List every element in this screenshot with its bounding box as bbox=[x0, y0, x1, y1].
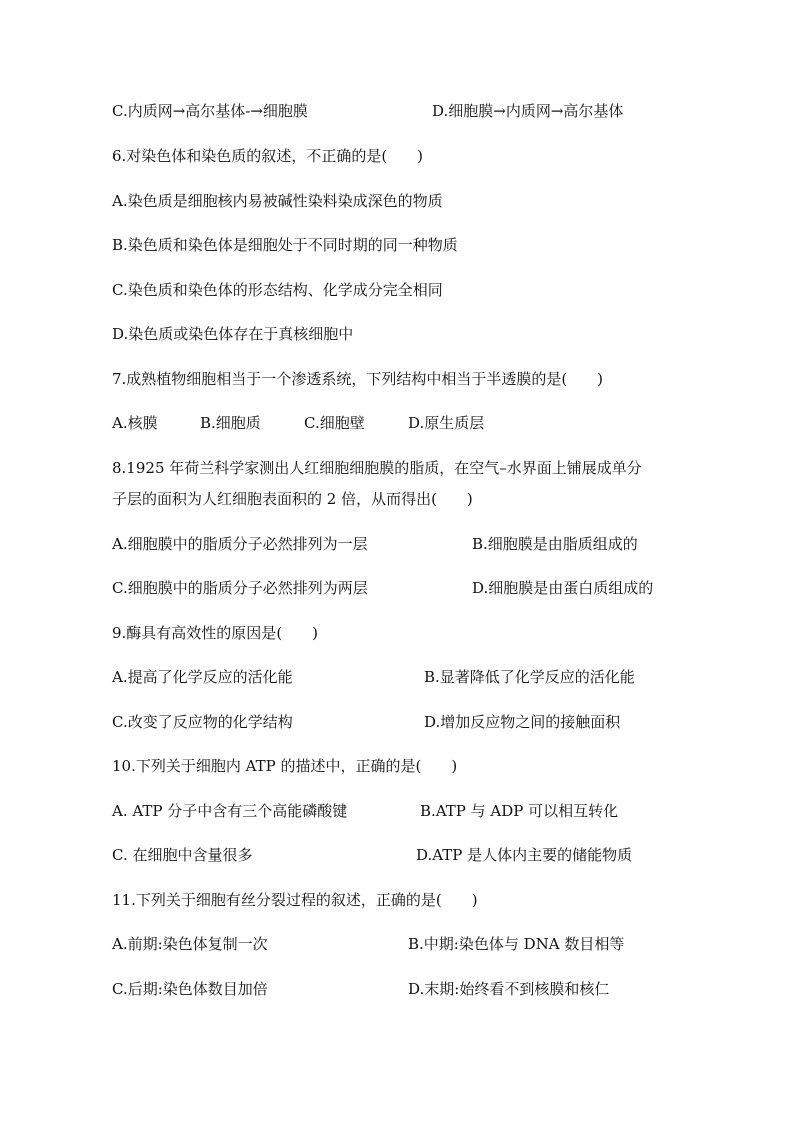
option-11b: B.中期:染色体与 DNA 数目相等 bbox=[408, 935, 625, 953]
option-8d: D.细胞膜是由蛋白质组成的 bbox=[472, 579, 654, 597]
option-9b: B.显著降低了化学反应的活化能 bbox=[424, 668, 635, 686]
option-5c: C.内质网→高尔基体-→细胞膜 bbox=[112, 102, 308, 120]
option-10c: C. 在细胞中含量很多 bbox=[112, 846, 253, 864]
option-10d: D.ATP 是人体内主要的储能物质 bbox=[416, 846, 633, 864]
option-7b: B.细胞质 bbox=[200, 414, 261, 432]
option-8b: B.细胞膜是由脂质组成的 bbox=[472, 535, 638, 553]
option-7a: A.核膜 bbox=[112, 414, 158, 432]
option-6d: D.染色质或染色体存在于真核细胞中 bbox=[112, 325, 354, 343]
question-7: 7.成熟植物细胞相当于一个渗透系统，下列结构中相当于半透膜的是( ) bbox=[112, 370, 604, 388]
option-6b: B.染色质和染色体是细胞处于不同时期的同一种物质 bbox=[112, 236, 458, 254]
option-9a: A.提高了化学反应的活化能 bbox=[112, 668, 293, 686]
option-8a: A.细胞膜中的脂质分子必然排列为一层 bbox=[112, 535, 368, 553]
question-9: 9.酶具有高效性的原因是( ) bbox=[112, 624, 319, 642]
question-11: 11.下列关于细胞有丝分裂过程的叙述，正确的是( ) bbox=[112, 891, 478, 909]
option-5d: D.细胞膜→内质网→高尔基体 bbox=[432, 102, 624, 120]
option-9c: C.改变了反应物的化学结构 bbox=[112, 713, 293, 731]
question-10: 10.下列关于细胞内 ATP 的描述中，正确的是( ) bbox=[112, 757, 458, 775]
option-6a: A.染色质是细胞核内易被碱性染料染成深色的物质 bbox=[112, 192, 443, 210]
option-11c: C.后期:染色体数目加倍 bbox=[112, 980, 268, 998]
option-6c: C.染色质和染色体的形态结构、化学成分完全相同 bbox=[112, 281, 443, 299]
option-10a: A. ATP 分子中含有三个高能磷酸键 bbox=[112, 802, 348, 820]
option-9d: D.增加反应物之间的接触面积 bbox=[424, 713, 621, 731]
question-8-line-1: 8.1925 年荷兰科学家测出人红细胞细胞膜的脂质，在空气–水界面上铺展成单分 bbox=[112, 459, 642, 477]
question-6: 6.对染色体和染色质的叙述，不正确的是( ) bbox=[112, 147, 424, 165]
option-7c: C.细胞壁 bbox=[304, 414, 365, 432]
option-7d: D.原生质层 bbox=[408, 414, 485, 432]
option-11a: A.前期:染色体复制一次 bbox=[112, 935, 268, 953]
question-8-line-2: 子层的面积为人红细胞表面积的 2 倍，从而得出( ) bbox=[112, 490, 473, 508]
option-10b: B.ATP 与 ADP 可以相互转化 bbox=[420, 802, 619, 820]
option-11d: D.末期:始终看不到核膜和核仁 bbox=[408, 980, 610, 998]
option-8c: C.细胞膜中的脂质分子必然排列为两层 bbox=[112, 579, 368, 597]
